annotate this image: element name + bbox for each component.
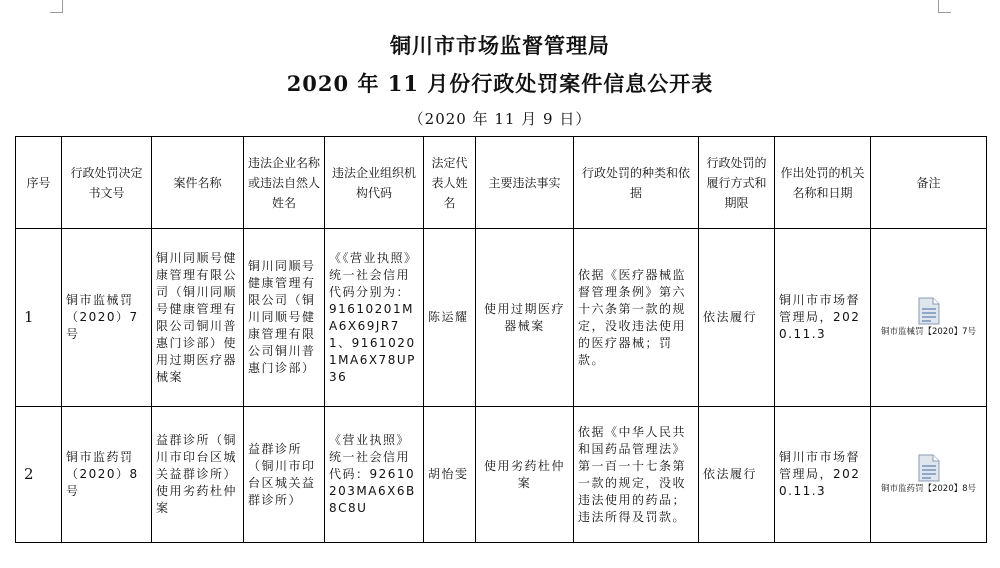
row-remark-attachment[interactable]	[871, 229, 987, 407]
row-seq: 1	[16, 229, 62, 407]
row-authority: 铜川市市场督管理局，2020.11.3	[775, 229, 871, 407]
row-doc-number: 铜市监药罚（2020）8号	[62, 407, 152, 543]
table-header-row	[16, 137, 987, 229]
header-cell: 行政处罚的履行方式和期限	[699, 137, 775, 229]
header-cell: 违法企业组织机构代码	[325, 137, 424, 229]
row-case-name: 益群诊所（铜川市印台区城关益群诊所）使用劣药杜仲案	[152, 407, 244, 543]
document-subtitle: 2020 年 11 月份行政处罚案件信息公开表	[286, 71, 714, 96]
header-cell: 备注	[871, 137, 987, 229]
crop-mark-top-left	[50, 0, 63, 13]
row-seq: 2	[16, 407, 62, 543]
row-penalty: 依据《医疗器械监督管理条例》第六十六条第一款的规定，没收违法使用的医疗器械；罚款。	[574, 229, 699, 407]
header-cell: 违法企业名称或违法自然人姓名	[244, 137, 325, 229]
row-doc-number: 铜市监械罚（2020）7号	[62, 229, 152, 407]
document-date: （2020 年 11 月 9 日）	[408, 110, 592, 128]
header-cell: 行政处罚的种类和依据	[574, 137, 699, 229]
row-org-code: 《《营业执照》统一社会信用代码分别为：91610201MA6X69JR71、91610201MA6X78UP36	[325, 229, 424, 407]
row-legal-rep: 陈运耀	[424, 229, 476, 407]
header-cell: 作出处罚的机关名称和日期	[775, 137, 871, 229]
penalty-table	[15, 136, 987, 543]
attachment-label[interactable]: 铜市监械罚【2020】7号	[880, 327, 977, 337]
row-org-code: 《营业执照》统一社会信用代码：92610203MA6X6B8C8U	[325, 407, 424, 543]
row-penalty: 依据《中华人民共和国药品管理法》第一百一十七条第一款的规定，没收违法使用的药品；违法所得及罚款。	[574, 407, 699, 543]
header-cell: 行政处罚决定书文号	[62, 137, 152, 229]
row-facts: 使用过期医疗器械案	[476, 229, 574, 407]
table-row	[16, 407, 987, 543]
attachment-label[interactable]: 铜市监药罚【2020】8号	[880, 484, 977, 494]
row-party-name: 益群诊所（铜川市印台区城关益群诊所）	[244, 407, 325, 543]
crop-mark-top-right	[938, 0, 951, 13]
row-case-name: 铜川同顺号健康管理有限公司（铜川同顺号健康管理有限公司铜川普惠门诊部）使用过期医疗器械案	[152, 229, 244, 407]
row-authority: 铜川市市场督管理局，2020.11.3	[775, 407, 871, 543]
row-execution: 依法履行	[699, 407, 775, 543]
row-party-name: 铜川同顺号健康管理有限公司（铜川同顺号健康管理有限公司铜川普惠门诊部）	[244, 229, 325, 407]
header-cell: 序号	[16, 137, 62, 229]
header-cell: 法定代表人姓名	[424, 137, 476, 229]
document-file-icon[interactable]	[918, 454, 940, 482]
header-cell: 案件名称	[152, 137, 244, 229]
document-title: 铜川市市场监督管理局	[390, 33, 610, 58]
table-row	[16, 229, 987, 407]
row-facts: 使用劣药杜仲案	[476, 407, 574, 543]
row-execution: 依法履行	[699, 229, 775, 407]
row-remark-attachment[interactable]	[871, 407, 987, 543]
header-cell: 主要违法事实	[476, 137, 574, 229]
row-legal-rep: 胡怡雯	[424, 407, 476, 543]
document-file-icon[interactable]	[918, 297, 940, 325]
